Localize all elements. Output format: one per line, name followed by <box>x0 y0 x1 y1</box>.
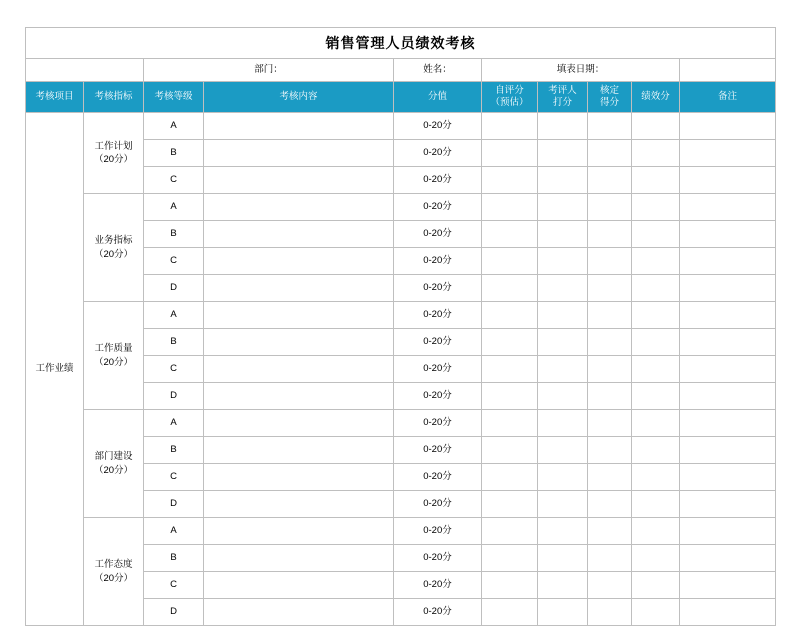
grade-cell: A <box>144 410 204 437</box>
reviewer-score-cell[interactable] <box>538 140 588 167</box>
score-value-cell: 0-20分 <box>394 167 482 194</box>
score-value-cell: 0-20分 <box>394 356 482 383</box>
indicator-weight: （20分） <box>93 154 134 165</box>
content-cell[interactable] <box>204 113 394 140</box>
performance-score-cell[interactable] <box>632 491 680 518</box>
content-cell[interactable] <box>204 545 394 572</box>
grade-cell: B <box>144 221 204 248</box>
indicator-cell <box>84 410 144 518</box>
approved-score-cell[interactable] <box>588 410 632 437</box>
table-row <box>26 302 776 329</box>
self-score-cell[interactable] <box>482 383 538 410</box>
remarks-cell[interactable] <box>680 437 776 464</box>
self-score-cell[interactable] <box>482 464 538 491</box>
score-value-cell: 0-20分 <box>394 140 482 167</box>
grade-cell: C <box>144 572 204 599</box>
score-value-cell: 0-20分 <box>394 437 482 464</box>
indicator-name: 工作质量 <box>94 343 133 355</box>
self-score-cell[interactable] <box>482 329 538 356</box>
performance-score-cell[interactable] <box>632 383 680 410</box>
grade-cell: A <box>144 518 204 545</box>
content-cell[interactable] <box>204 599 394 626</box>
reviewer-score-cell[interactable] <box>538 437 588 464</box>
approved-score-cell[interactable] <box>588 437 632 464</box>
remarks-cell[interactable] <box>680 518 776 545</box>
score-value-cell: 0-20分 <box>394 599 482 626</box>
approved-score-cell[interactable] <box>588 464 632 491</box>
content-cell[interactable] <box>204 248 394 275</box>
info-row <box>26 59 776 82</box>
reviewer-score-cell[interactable] <box>538 194 588 221</box>
approved-score-cell[interactable] <box>588 275 632 302</box>
approved-score-cell[interactable] <box>588 248 632 275</box>
performance-score-cell[interactable] <box>632 221 680 248</box>
reviewer-score-cell[interactable] <box>538 491 588 518</box>
reviewer-score-cell[interactable] <box>538 464 588 491</box>
grade-cell: C <box>144 464 204 491</box>
col-header-remarks: 备注 <box>680 82 776 113</box>
self-score-cell[interactable] <box>482 113 538 140</box>
self-score-cell[interactable] <box>482 167 538 194</box>
grade-cell: D <box>144 599 204 626</box>
content-cell[interactable] <box>204 410 394 437</box>
self-score-cell[interactable] <box>482 545 538 572</box>
content-cell[interactable] <box>204 221 394 248</box>
grade-cell: A <box>144 302 204 329</box>
content-cell[interactable] <box>204 275 394 302</box>
performance-score-cell[interactable] <box>632 437 680 464</box>
approved-score-cell[interactable] <box>588 113 632 140</box>
grade-cell: B <box>144 437 204 464</box>
content-cell[interactable] <box>204 572 394 599</box>
performance-score-cell[interactable] <box>632 410 680 437</box>
remarks-cell[interactable] <box>680 167 776 194</box>
remarks-cell[interactable] <box>680 221 776 248</box>
indicator-weight: （20分） <box>93 356 134 368</box>
col-header-indicator: 考核指标 <box>84 82 144 113</box>
approved-score-cell[interactable] <box>588 302 632 329</box>
score-value-cell: 0-20分 <box>394 518 482 545</box>
reviewer-score-cell[interactable] <box>538 329 588 356</box>
performance-score-cell[interactable] <box>632 113 680 140</box>
content-cell[interactable] <box>204 356 394 383</box>
remarks-cell[interactable] <box>680 248 776 275</box>
performance-score-cell[interactable] <box>632 167 680 194</box>
grade-cell: C <box>144 356 204 383</box>
self-score-cell[interactable] <box>482 194 538 221</box>
remarks-cell[interactable] <box>680 572 776 599</box>
remarks-cell[interactable] <box>680 275 776 302</box>
score-value-cell: 0-20分 <box>394 329 482 356</box>
col-header-score-value: 分值 <box>394 82 482 113</box>
self-score-cell[interactable] <box>482 572 538 599</box>
reviewer-score-cell[interactable] <box>538 410 588 437</box>
remarks-cell[interactable] <box>680 410 776 437</box>
performance-score-cell[interactable] <box>632 275 680 302</box>
grade-cell: D <box>144 383 204 410</box>
content-cell[interactable] <box>204 437 394 464</box>
approved-score-cell[interactable] <box>588 356 632 383</box>
approved-score-cell[interactable] <box>588 545 632 572</box>
content-cell[interactable] <box>204 140 394 167</box>
reviewer-score-cell[interactable] <box>538 248 588 275</box>
col-header-reviewer-score <box>538 82 588 113</box>
content-cell[interactable] <box>204 383 394 410</box>
remarks-cell[interactable] <box>680 599 776 626</box>
appraisal-table <box>25 27 776 626</box>
table-row <box>26 410 776 437</box>
performance-score-cell[interactable] <box>632 599 680 626</box>
score-value-cell: 0-20分 <box>394 275 482 302</box>
col-header-project: 考核项目 <box>26 82 84 113</box>
score-value-cell: 0-20分 <box>394 410 482 437</box>
reviewer-score-cell[interactable] <box>538 221 588 248</box>
indicator-name: 部门建设 <box>94 451 133 463</box>
self-score-cell[interactable] <box>482 491 538 518</box>
performance-score-cell[interactable] <box>632 545 680 572</box>
date-label[interactable]: 填表日期： <box>482 59 680 82</box>
page-title: 销售管理人员绩效考核 <box>26 28 776 59</box>
remarks-cell[interactable] <box>680 329 776 356</box>
content-cell[interactable] <box>204 167 394 194</box>
grade-cell: A <box>144 113 204 140</box>
approved-score-cell[interactable] <box>588 167 632 194</box>
remarks-cell[interactable] <box>680 140 776 167</box>
col-header-performance-score: 绩效分 <box>632 82 680 113</box>
col-header-self-score <box>482 82 538 113</box>
worksheet <box>25 27 775 626</box>
indicator-cell <box>84 518 144 626</box>
self-score-cell[interactable] <box>482 518 538 545</box>
department-label[interactable]: 部门： <box>144 59 394 82</box>
self-score-cell[interactable] <box>482 275 538 302</box>
reviewer-score-cell[interactable] <box>538 572 588 599</box>
col-header-approved-line1: 核定 <box>599 85 619 97</box>
col-header-self-score-line2: （预估） <box>490 97 529 108</box>
approved-score-cell[interactable] <box>588 491 632 518</box>
score-value-cell: 0-20分 <box>394 302 482 329</box>
remarks-cell[interactable] <box>680 383 776 410</box>
title-row <box>26 28 776 59</box>
indicator-weight: （20分） <box>93 464 134 476</box>
remarks-cell[interactable] <box>680 491 776 518</box>
approved-score-cell[interactable] <box>588 140 632 167</box>
category-cell: 工作业绩 <box>26 113 84 626</box>
performance-score-cell[interactable] <box>632 356 680 383</box>
performance-score-cell[interactable] <box>632 194 680 221</box>
grade-cell: D <box>144 275 204 302</box>
remarks-cell[interactable] <box>680 113 776 140</box>
table-row <box>26 518 776 545</box>
grade-cell: D <box>144 491 204 518</box>
performance-score-cell[interactable] <box>632 302 680 329</box>
grade-cell: C <box>144 248 204 275</box>
performance-score-cell[interactable] <box>632 329 680 356</box>
performance-score-cell[interactable] <box>632 572 680 599</box>
indicator-cell <box>84 194 144 302</box>
approved-score-cell[interactable] <box>588 221 632 248</box>
content-cell[interactable] <box>204 194 394 221</box>
table-row <box>26 113 776 140</box>
col-header-content: 考核内容 <box>204 82 394 113</box>
indicator-name: 工作计划 <box>94 140 133 152</box>
col-header-self-score-line1: 自评分 <box>495 85 524 97</box>
self-score-cell[interactable] <box>482 140 538 167</box>
reviewer-score-cell[interactable] <box>538 113 588 140</box>
remarks-cell[interactable] <box>680 302 776 329</box>
self-score-cell[interactable] <box>482 356 538 383</box>
remarks-cell[interactable] <box>680 356 776 383</box>
indicator-cell <box>84 302 144 410</box>
score-value-cell: 0-20分 <box>394 491 482 518</box>
performance-score-cell[interactable] <box>632 248 680 275</box>
score-value-cell: 0-20分 <box>394 464 482 491</box>
approved-score-cell[interactable] <box>588 383 632 410</box>
grade-cell: B <box>144 545 204 572</box>
remarks-cell[interactable] <box>680 194 776 221</box>
self-score-cell[interactable] <box>482 410 538 437</box>
self-score-cell[interactable] <box>482 302 538 329</box>
score-value-cell: 0-20分 <box>394 248 482 275</box>
reviewer-score-cell[interactable] <box>538 275 588 302</box>
content-cell[interactable] <box>204 491 394 518</box>
content-cell[interactable] <box>204 329 394 356</box>
reviewer-score-cell[interactable] <box>538 518 588 545</box>
performance-score-cell[interactable] <box>632 140 680 167</box>
grade-cell: B <box>144 140 204 167</box>
grade-cell: A <box>144 194 204 221</box>
performance-score-cell[interactable] <box>632 464 680 491</box>
col-header-approved-line2: 得分 <box>599 97 619 108</box>
reviewer-score-cell[interactable] <box>538 545 588 572</box>
self-score-cell[interactable] <box>482 437 538 464</box>
self-score-cell[interactable] <box>482 599 538 626</box>
col-header-grade: 考核等级 <box>144 82 204 113</box>
approved-score-cell[interactable] <box>588 518 632 545</box>
performance-score-cell[interactable] <box>632 518 680 545</box>
score-value-cell: 0-20分 <box>394 383 482 410</box>
content-cell[interactable] <box>204 464 394 491</box>
info-blank-left <box>26 59 144 82</box>
reviewer-score-cell[interactable] <box>538 599 588 626</box>
col-header-reviewer-line2: 打分 <box>552 97 572 108</box>
content-cell[interactable] <box>204 302 394 329</box>
approved-score-cell[interactable] <box>588 329 632 356</box>
reviewer-score-cell[interactable] <box>538 356 588 383</box>
col-header-approved-score <box>588 82 632 113</box>
approved-score-cell[interactable] <box>588 599 632 626</box>
indicator-weight: （20分） <box>93 248 134 260</box>
approved-score-cell[interactable] <box>588 194 632 221</box>
info-blank-right <box>680 59 776 82</box>
self-score-cell[interactable] <box>482 248 538 275</box>
indicator-cell <box>84 113 144 194</box>
table-row <box>26 194 776 221</box>
reviewer-score-cell[interactable] <box>538 167 588 194</box>
approved-score-cell[interactable] <box>588 572 632 599</box>
score-value-cell: 0-20分 <box>394 221 482 248</box>
header-row <box>26 82 776 113</box>
score-value-cell: 0-20分 <box>394 572 482 599</box>
reviewer-score-cell[interactable] <box>538 383 588 410</box>
remarks-cell[interactable] <box>680 545 776 572</box>
score-value-cell: 0-20分 <box>394 113 482 140</box>
content-cell[interactable] <box>204 518 394 545</box>
grade-cell: C <box>144 167 204 194</box>
remarks-cell[interactable] <box>680 464 776 491</box>
score-value-cell: 0-20分 <box>394 194 482 221</box>
col-header-reviewer-line1: 考评人 <box>548 85 577 97</box>
reviewer-score-cell[interactable] <box>538 302 588 329</box>
indicator-name: 业务指标 <box>94 235 133 247</box>
score-value-cell: 0-20分 <box>394 545 482 572</box>
self-score-cell[interactable] <box>482 221 538 248</box>
indicator-weight: （20分） <box>93 572 134 584</box>
name-label[interactable]: 姓名： <box>394 59 482 82</box>
grade-cell: B <box>144 329 204 356</box>
indicator-name: 工作态度 <box>94 559 133 571</box>
